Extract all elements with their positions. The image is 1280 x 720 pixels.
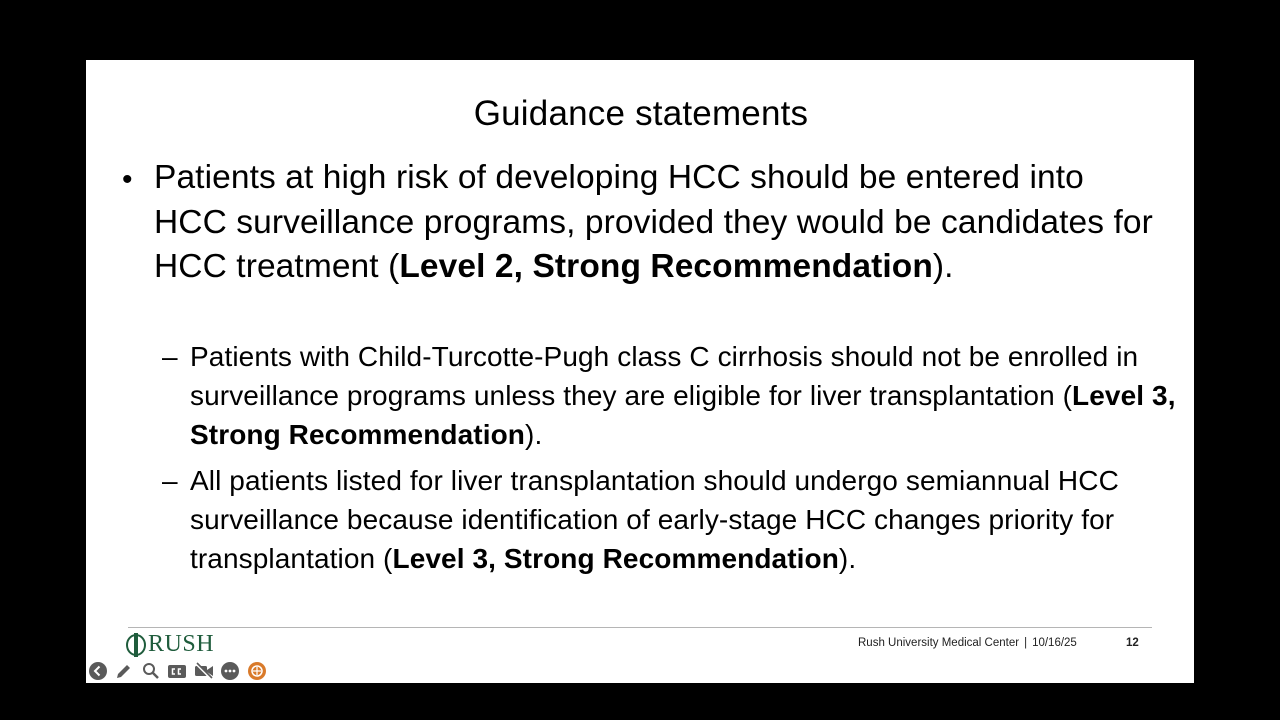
sub-bullet-2 xyxy=(190,461,1180,578)
sub-bullet-1-level: Level 3, Strong Recommendation xyxy=(190,380,1176,450)
previous-icon xyxy=(88,661,108,681)
slide-title: Guidance statements xyxy=(473,94,809,133)
previous-button[interactable] xyxy=(87,661,108,682)
footer-info xyxy=(858,637,1077,649)
sub-bullet-2-tail: ). xyxy=(838,543,857,574)
footer-separator: | xyxy=(1024,637,1028,649)
pointer-icon xyxy=(247,661,267,681)
zoom-icon xyxy=(141,661,161,681)
main-bullet xyxy=(154,156,1154,290)
sub-bullet-marker: – xyxy=(162,465,178,496)
pen-icon xyxy=(114,661,134,681)
video-button[interactable] xyxy=(193,661,214,682)
main-bullet-text: Patients at high risk of developing HCC should be entered into HCC surveillance programs, provided they would be candidates for HCC treatment ( xyxy=(154,159,1153,285)
slide xyxy=(86,60,1194,683)
zoom-button[interactable] xyxy=(140,661,161,682)
pen-button[interactable] xyxy=(114,661,135,682)
captions-button[interactable] xyxy=(167,661,188,682)
sub-bullet-1-tail: ). xyxy=(525,419,543,450)
rush-logo-text: RUSH xyxy=(148,630,215,657)
footer-org: Rush University Medical Center xyxy=(858,637,1020,649)
video-off-icon xyxy=(194,661,214,681)
sub-bullet-1 xyxy=(190,337,1180,454)
more-options-button[interactable] xyxy=(220,661,241,682)
footer-date: 10/16/25 xyxy=(1032,637,1077,649)
main-bullet-tail: ). xyxy=(932,248,954,285)
sub-bullet-2-text: All patients listed for liver transplantation should undergo semiannual HCC surveillance because identification of early-stage HCC changes priority for transplantation ( xyxy=(190,465,1119,574)
sub-bullet-1-text: Patients with Child-Turcotte-Pugh class C cirrhosis should not be enrolled in surveillance programs unless they are eligible for liver transplantation ( xyxy=(190,341,1139,411)
footer-divider xyxy=(128,627,1152,628)
rush-logo xyxy=(126,632,214,656)
page-number: 12 xyxy=(1126,637,1139,649)
pointer-button[interactable] xyxy=(246,661,267,682)
sub-bullet-2-level: Level 3, Strong Recommendation xyxy=(392,543,839,574)
captions-icon xyxy=(167,661,187,681)
rush-logo-icon xyxy=(126,633,146,655)
sub-bullet-marker: – xyxy=(162,341,178,372)
bullet-marker: • xyxy=(122,163,133,196)
more-options-icon xyxy=(220,661,240,681)
main-bullet-level: Level 2, Strong Recommendation xyxy=(399,248,933,285)
presenter-toolbar xyxy=(87,660,273,682)
